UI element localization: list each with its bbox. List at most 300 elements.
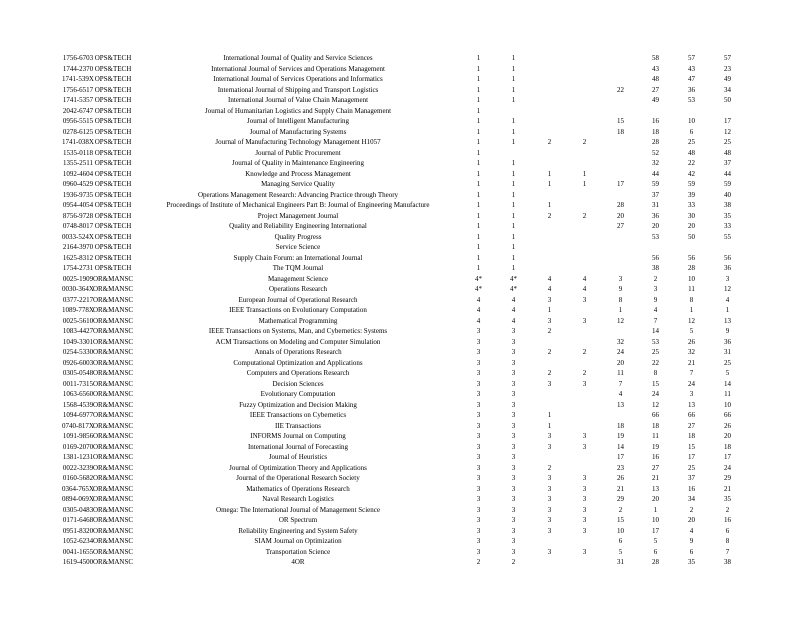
rank-col5-cell: 13 xyxy=(617,400,624,409)
grade-col2-cell: 1 xyxy=(511,243,516,251)
grade-col3-cell xyxy=(532,358,567,369)
rank-col8-cell: 36 xyxy=(724,337,731,346)
grade-col1-cell: 3 xyxy=(476,484,481,493)
grade-col4-cell: 3 xyxy=(582,379,587,388)
issn-cell: 0011-7315 xyxy=(62,379,94,388)
rank-col5-cell: 18 xyxy=(617,421,624,430)
rank-col6-cell: 18 xyxy=(652,421,659,430)
rank-col5-cell: 2 xyxy=(618,505,623,514)
table-row xyxy=(0,484,800,495)
table-row xyxy=(0,421,800,432)
rank-col5-cell: 17 xyxy=(617,180,624,188)
grade-col2-cell: 3 xyxy=(511,505,516,514)
grade-col1-cell: 3 xyxy=(476,453,481,461)
field-cell: OR&MANSC xyxy=(92,295,134,304)
field-cell: OPS&TECH xyxy=(94,138,132,146)
issn-cell: 1756-6517 xyxy=(62,85,94,94)
table-row xyxy=(0,536,800,547)
field-cell: OR&MANSC xyxy=(92,411,134,419)
grade-col2-cell: 3 xyxy=(511,369,516,377)
grade-col3-cell xyxy=(532,53,567,64)
rank-col8-cell: 34 xyxy=(724,85,731,94)
rank-col8-cell: 24 xyxy=(724,463,731,472)
grade-col1-cell: 3 xyxy=(476,390,481,398)
field-cell: OR&MANSC xyxy=(92,348,134,356)
grade-col1-cell: 3 xyxy=(476,463,481,472)
table-row xyxy=(0,200,800,211)
rank-col7-cell: 34 xyxy=(688,495,695,503)
rank-col7-cell: 20 xyxy=(688,516,695,524)
rank-col8-cell: 38 xyxy=(724,201,731,209)
grade-col3-cell: 1 xyxy=(547,180,552,188)
grade-col4-cell xyxy=(567,106,602,117)
journal-title-cell: Mathematics of Operations Research xyxy=(246,484,350,493)
rank-col6-cell: 16 xyxy=(652,117,659,125)
rank-col6-cell: 56 xyxy=(652,253,659,262)
grade-col4-cell: 3 xyxy=(582,505,587,514)
grade-col3-cell xyxy=(532,106,567,117)
grade-col1-cell: 3 xyxy=(476,495,481,503)
rank-col8-cell: 5 xyxy=(725,369,730,377)
grade-col3-cell xyxy=(532,85,567,96)
grade-col4-cell xyxy=(567,263,602,274)
issn-cell: 1089-778X xyxy=(62,306,94,314)
rank-col5-cell: 21 xyxy=(617,484,624,493)
issn-cell: 0022-3239 xyxy=(62,463,94,472)
issn-cell: 0160-5682 xyxy=(62,474,94,482)
grade-col2-cell: 1 xyxy=(511,232,516,241)
field-cell: OPS&TECH xyxy=(94,190,132,199)
rank-col6-cell: 32 xyxy=(652,159,659,167)
rank-col5-cell: 5 xyxy=(618,547,623,556)
table-row xyxy=(0,442,800,453)
rank-col6-cell: 28 xyxy=(652,558,659,566)
field-cell: OR&MANSC xyxy=(92,316,134,325)
grade-col1-cell: 2 xyxy=(476,558,481,566)
table-row xyxy=(0,515,800,526)
grade-col2-cell: 3 xyxy=(511,390,516,398)
rank-col8-cell: 3 xyxy=(725,274,730,283)
issn-cell: 0025-5610 xyxy=(62,316,94,325)
rank-col7-cell: 12 xyxy=(688,316,695,325)
table-row xyxy=(0,85,800,96)
grade-col1-cell: 1 xyxy=(476,169,481,178)
journal-title-cell: Project Management Journal xyxy=(257,211,339,220)
grade-col2-cell: 1 xyxy=(511,64,516,73)
table-row xyxy=(0,179,800,190)
grade-col3-cell: 4 xyxy=(547,274,552,283)
rank-col7-cell: 6 xyxy=(689,127,694,136)
rank-col6-cell: 16 xyxy=(652,453,659,461)
journal-title-cell: The TQM Journal xyxy=(272,264,324,272)
grade-col4-cell: 1 xyxy=(582,169,587,178)
issn-cell: 1619-4500 xyxy=(62,558,94,566)
grade-col4-cell: 3 xyxy=(582,432,587,440)
rank-col5-cell: 8 xyxy=(618,295,623,304)
table-row xyxy=(0,127,800,138)
grade-col3-cell xyxy=(532,127,567,138)
rank-col8-cell: 10 xyxy=(724,400,731,409)
issn-cell: 1741-038X xyxy=(62,138,94,146)
field-cell: OPS&TECH xyxy=(94,232,132,241)
grade-col2-cell: 2 xyxy=(511,558,516,566)
table-row xyxy=(0,494,800,505)
journal-title-cell: Journal of Heuristics xyxy=(268,453,328,461)
table-row xyxy=(0,106,800,117)
issn-cell: 1381-1231 xyxy=(62,453,94,461)
table-row xyxy=(0,221,800,232)
grade-col4-cell xyxy=(567,232,602,243)
rank-col8-cell: 26 xyxy=(724,421,731,430)
table-row xyxy=(0,400,800,411)
issn-cell: 1063-6560 xyxy=(62,390,94,398)
grade-col2-cell: 1 xyxy=(511,190,516,199)
grade-col3-cell: 3 xyxy=(547,526,552,535)
rank-col6-cell: 11 xyxy=(652,432,659,440)
rank-col7-cell: 21 xyxy=(688,358,695,367)
rank-col5-cell: 23 xyxy=(617,463,624,472)
grade-col1-cell: 3 xyxy=(476,547,481,556)
grade-col1-cell: 1 xyxy=(476,96,481,104)
rank-col7-cell: 2 xyxy=(689,505,694,514)
grade-col1-cell: 1 xyxy=(476,232,481,241)
rank-col6-cell: 27 xyxy=(652,85,659,94)
grade-col1-cell: 3 xyxy=(476,411,481,419)
grade-col4-cell xyxy=(567,190,602,201)
journal-title-cell: Journal of Manufacturing Technology Management H1057 xyxy=(215,138,381,146)
journal-title-cell: Journal of Humanitarian Logistics and Supply Chain Management xyxy=(204,106,392,115)
issn-cell: 1568-4539 xyxy=(62,400,94,409)
grade-col3-cell: 2 xyxy=(547,327,552,335)
table-row xyxy=(0,190,800,201)
rank-col5-cell: 9 xyxy=(618,285,623,293)
rank-col7-cell: 35 xyxy=(688,558,695,566)
rank-col5-cell: 24 xyxy=(617,348,624,356)
rank-col5-cell xyxy=(603,242,638,253)
rank-col8-cell: 35 xyxy=(724,495,731,503)
rank-col8-cell: 13 xyxy=(724,316,731,325)
journal-title-cell: Naval Research Logistics xyxy=(262,495,334,503)
rank-col5-cell xyxy=(603,95,638,106)
grade-col4-cell: 3 xyxy=(582,516,587,524)
rank-col8-cell: 44 xyxy=(724,169,731,178)
rank-col6-cell: 3 xyxy=(653,285,658,293)
rank-col5-cell xyxy=(603,158,638,169)
grade-col1-cell: 1 xyxy=(476,253,481,262)
grade-col1-cell: 4 xyxy=(476,295,481,304)
grade-col1-cell: 1 xyxy=(476,117,481,125)
issn-cell: 2164-3970 xyxy=(62,243,94,251)
rank-col8-cell: 35 xyxy=(724,211,731,220)
rank-col7-cell: 4 xyxy=(689,526,694,535)
table-row xyxy=(0,211,800,222)
table-row xyxy=(0,505,800,516)
issn-cell: 1052-6234 xyxy=(62,537,94,545)
journal-title-cell: Annals of Operations Research xyxy=(254,348,342,356)
journal-title-cell: IEEE Transactions on Cybernetics xyxy=(249,411,347,419)
table-row xyxy=(0,95,800,106)
grade-col3-cell xyxy=(532,536,567,547)
rank-col8-cell: 33 xyxy=(724,222,731,230)
table-row xyxy=(0,253,800,264)
table-row xyxy=(0,232,800,243)
rank-col5-cell xyxy=(603,326,638,337)
grade-col1-cell: 3 xyxy=(476,358,481,367)
grade-col2-cell: 1 xyxy=(511,85,516,94)
rank-col7-cell: 5 xyxy=(689,327,694,335)
issn-cell: 0171-6468 xyxy=(62,516,94,524)
grade-col1-cell: 4 xyxy=(476,306,481,314)
rank-col5-cell: 28 xyxy=(617,201,624,209)
journal-title-cell: Evolutionary Computation xyxy=(260,390,336,398)
rank-col5-cell: 31 xyxy=(617,558,624,566)
rank-col5-cell: 7 xyxy=(618,379,623,388)
rank-col6-cell: 52 xyxy=(652,148,659,157)
rank-col7-cell: 53 xyxy=(688,96,695,104)
grade-col2-cell: 1 xyxy=(511,201,516,209)
table-row xyxy=(0,274,800,285)
rank-col8-cell: 56 xyxy=(724,253,731,262)
grade-col4-cell xyxy=(567,326,602,337)
rank-col6-cell: 17 xyxy=(652,526,659,535)
grade-col2-cell: 1 xyxy=(511,222,516,230)
grade-col4-cell xyxy=(567,536,602,547)
field-cell: OR&MANSC xyxy=(92,558,134,566)
journal-title-cell: INFORMS Journal on Computing xyxy=(250,432,346,440)
journal-title-cell: International Journal of Forecasting xyxy=(247,442,349,451)
journal-title-cell: International Journal of Services and Operations Management xyxy=(211,64,385,73)
journal-title-cell: ACM Transactions on Modeling and Computer Simulation xyxy=(215,337,381,346)
issn-cell: 0954-4054 xyxy=(62,201,94,209)
field-cell: OR&MANSC xyxy=(92,285,134,293)
rank-col7-cell: 37 xyxy=(688,474,695,482)
field-cell: OPS&TECH xyxy=(94,148,132,157)
rank-col8-cell: 23 xyxy=(724,64,731,73)
rank-col8-cell: 21 xyxy=(724,484,731,493)
field-cell: OPS&TECH xyxy=(94,106,132,115)
rank-col6-cell: 48 xyxy=(652,75,659,83)
rank-col7-cell: 18 xyxy=(688,432,695,440)
field-cell: OR&MANSC xyxy=(92,463,134,472)
grade-col2-cell: 4 xyxy=(511,316,516,325)
field-cell: OR&MANSC xyxy=(92,505,134,514)
grade-col4-cell: 2 xyxy=(582,138,587,146)
grade-col4-cell: 3 xyxy=(582,316,587,325)
rank-col8-cell: 4 xyxy=(725,295,730,304)
grade-col2-cell: 1 xyxy=(511,75,516,83)
grade-col3-cell: 1 xyxy=(547,169,552,178)
grade-col3-cell: 2 xyxy=(547,138,552,146)
grade-col4-cell xyxy=(567,463,602,474)
table-row xyxy=(0,169,800,180)
rank-col5-cell: 32 xyxy=(617,337,624,346)
field-cell: OR&MANSC xyxy=(92,453,134,461)
grade-col2-cell: 1 xyxy=(511,159,516,167)
rank-col7-cell: 15 xyxy=(688,442,695,451)
table-row xyxy=(0,158,800,169)
field-cell: OR&MANSC xyxy=(92,484,134,493)
grade-col4-cell xyxy=(567,200,602,211)
field-cell: OR&MANSC xyxy=(92,390,134,398)
field-cell: OPS&TECH xyxy=(94,211,132,220)
grade-col4-cell xyxy=(567,53,602,64)
rank-col5-cell: 1 xyxy=(618,306,623,314)
grade-col4-cell: 3 xyxy=(582,474,587,482)
rank-col8-cell: 37 xyxy=(724,159,731,167)
rank-col5-cell xyxy=(603,53,638,64)
rank-col5-cell xyxy=(603,148,638,159)
table-row xyxy=(0,295,800,306)
table-row xyxy=(0,379,800,390)
rank-col7-cell xyxy=(674,242,709,253)
grade-col2-cell: 3 xyxy=(511,463,516,472)
rank-col6-cell: 58 xyxy=(652,54,659,62)
grade-col2-cell: 3 xyxy=(511,484,516,493)
issn-cell: 1936-9735 xyxy=(62,190,94,199)
rank-col8-cell: 11 xyxy=(724,390,731,398)
grade-col1-cell: 1 xyxy=(476,180,481,188)
grade-col3-cell: 3 xyxy=(547,379,552,388)
field-cell: OR&MANSC xyxy=(92,442,134,451)
journal-title-cell: Management Science xyxy=(267,274,329,283)
grade-col2-cell: 1 xyxy=(511,253,516,262)
grade-col1-cell: 4* xyxy=(475,285,482,293)
grade-col2-cell xyxy=(496,148,531,159)
journal-title-cell: Quality and Reliability Engineering International xyxy=(229,222,367,230)
rank-col7-cell: 11 xyxy=(688,285,695,293)
rank-col5-cell xyxy=(603,64,638,75)
rank-col5-cell: 15 xyxy=(617,516,624,524)
table-row xyxy=(0,263,800,274)
grade-col4-cell xyxy=(567,127,602,138)
rank-col7-cell: 17 xyxy=(688,453,695,461)
rank-col5-cell: 19 xyxy=(617,432,624,440)
field-cell: OPS&TECH xyxy=(94,180,132,188)
journal-title-cell: Mathematical Programming xyxy=(258,316,338,325)
grade-col3-cell: 3 xyxy=(547,316,552,325)
grade-col1-cell: 3 xyxy=(476,474,481,482)
grade-col1-cell: 1 xyxy=(476,138,481,146)
grade-col4-cell: 3 xyxy=(582,547,587,556)
grade-col4-cell xyxy=(567,337,602,348)
issn-cell: 2042-6747 xyxy=(62,106,94,115)
rank-col5-cell: 12 xyxy=(617,316,624,325)
rank-col6-cell: 9 xyxy=(653,295,658,304)
rank-col7-cell: 32 xyxy=(688,348,695,356)
journal-title-cell: IIE Transactions xyxy=(274,421,322,430)
grade-col1-cell: 1 xyxy=(476,243,481,251)
grade-col3-cell xyxy=(532,74,567,85)
journal-title-cell: Decision Sciences xyxy=(272,379,324,388)
rank-col5-cell: 18 xyxy=(617,127,624,136)
field-cell: OPS&TECH xyxy=(94,222,132,230)
field-cell: OR&MANSC xyxy=(92,516,134,524)
journal-title-cell: International Journal of Quality and Service Sciences xyxy=(223,54,373,62)
table-row xyxy=(0,337,800,348)
rank-col7-cell: 6 xyxy=(689,547,694,556)
rank-col6-cell: 22 xyxy=(652,358,659,367)
rank-col8-cell: 16 xyxy=(724,516,731,524)
rank-col7-cell: 3 xyxy=(689,390,694,398)
rank-col6-cell: 31 xyxy=(652,201,659,209)
issn-cell: 1741-5357 xyxy=(62,96,94,104)
issn-cell: 0377-2217 xyxy=(62,295,94,304)
field-cell: OPS&TECH xyxy=(94,127,132,136)
journal-title-cell: IEEE Transactions on Evolutionary Computation xyxy=(229,306,367,314)
rank-col6-cell: 4 xyxy=(653,306,658,314)
rank-col6-cell: 59 xyxy=(652,180,659,188)
rank-col8-cell: 55 xyxy=(724,232,731,241)
issn-cell: 0169-2070 xyxy=(62,442,94,451)
grade-col2-cell: 4* xyxy=(510,285,517,293)
field-cell: OPS&TECH xyxy=(94,169,132,178)
field-cell: OPS&TECH xyxy=(94,159,132,167)
grade-col2-cell: 3 xyxy=(511,421,516,430)
rank-col8-cell: 57 xyxy=(724,54,731,62)
rank-col5-cell xyxy=(603,232,638,243)
rank-col7-cell: 43 xyxy=(688,64,695,73)
field-cell: OPS&TECH xyxy=(94,85,132,94)
rank-col7-cell: 30 xyxy=(688,211,695,220)
journal-title-cell: OR Spectrum xyxy=(278,516,318,524)
grade-col2-cell: 4 xyxy=(511,306,516,314)
journal-title-cell: Quality Progress xyxy=(274,232,322,241)
rank-col6-cell: 24 xyxy=(652,390,659,398)
table-row xyxy=(0,347,800,358)
rank-col5-cell: 14 xyxy=(617,442,624,451)
journal-title-cell: International Journal of Value Chain Management xyxy=(227,96,369,104)
journal-title-cell: Computers and Operations Research xyxy=(246,369,350,377)
grade-col2-cell: 1 xyxy=(511,138,516,146)
grade-col2-cell: 4 xyxy=(511,295,516,304)
grade-col1-cell: 3 xyxy=(476,526,481,535)
field-cell: OR&MANSC xyxy=(92,379,134,388)
rank-col8-cell: 48 xyxy=(724,148,731,157)
field-cell: OPS&TECH xyxy=(94,64,132,73)
grade-col2-cell: 1 xyxy=(511,54,516,62)
journal-title-cell: Journal of the Operational Research Society xyxy=(236,474,360,482)
rank-col6-cell: 21 xyxy=(652,474,659,482)
rank-col6-cell: 7 xyxy=(653,316,658,325)
issn-cell: 0740-817X xyxy=(62,421,94,430)
table-row xyxy=(0,284,800,295)
field-cell: OR&MANSC xyxy=(92,358,134,367)
rank-col7-cell: 8 xyxy=(689,295,694,304)
grade-col1-cell: 1 xyxy=(476,211,481,220)
rank-col5-cell xyxy=(603,74,638,85)
grade-col2-cell: 3 xyxy=(511,537,516,545)
grade-col3-cell xyxy=(532,557,567,568)
grade-col1-cell: 4* xyxy=(475,274,482,283)
grade-col4-cell xyxy=(567,158,602,169)
journal-title-cell: Service Science xyxy=(275,243,321,251)
rank-col8-cell: 50 xyxy=(724,96,731,104)
grade-col4-cell xyxy=(567,95,602,106)
issn-cell: 1092-4604 xyxy=(62,169,94,178)
grade-col1-cell: 1 xyxy=(476,75,481,83)
issn-cell: 1091-9856 xyxy=(62,432,94,440)
field-cell: OR&MANSC xyxy=(92,400,134,409)
issn-cell: 1535-0118 xyxy=(62,148,94,157)
table-row xyxy=(0,326,800,337)
grade-col1-cell: 1 xyxy=(476,222,481,230)
rank-col7-cell: 39 xyxy=(688,190,695,199)
journal-title-cell: Knowledge and Process Management xyxy=(245,169,351,178)
field-cell: OR&MANSC xyxy=(92,327,134,335)
grade-col4-cell: 3 xyxy=(582,442,587,451)
table-row xyxy=(0,473,800,484)
rank-col7-cell: 9 xyxy=(689,537,694,545)
